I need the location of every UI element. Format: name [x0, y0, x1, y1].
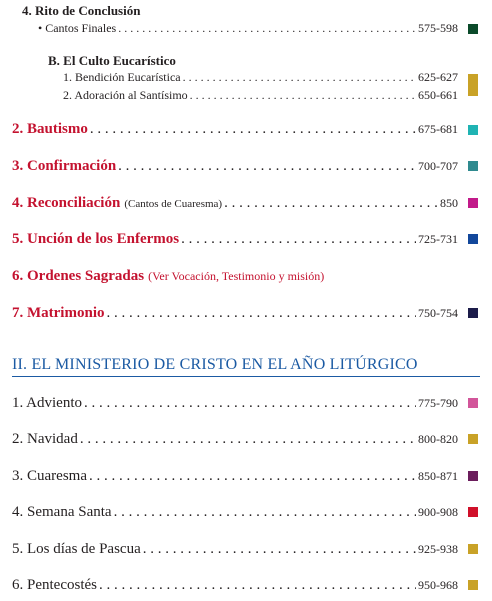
- leader-dots: [99, 577, 416, 594]
- page-range: 575-598: [418, 21, 458, 35]
- page-range: 800-820: [418, 432, 458, 446]
- color-marker: [468, 24, 478, 34]
- color-marker: [468, 74, 478, 96]
- toc-label: 1. Bendición Eucarística: [63, 70, 181, 84]
- page-range: 850-871: [418, 469, 458, 483]
- toc-row-pentecostes[interactable]: [12, 577, 458, 594]
- page-range: 850: [440, 196, 458, 210]
- leader-dots: [89, 468, 416, 485]
- leader-dots: [80, 431, 416, 448]
- color-marker: [468, 308, 478, 318]
- page-range: 700-707: [418, 159, 458, 173]
- color-marker: [468, 544, 478, 554]
- color-marker: [468, 234, 478, 244]
- toc-label: 4. Reconciliación: [12, 195, 121, 211]
- page-range: 775-790: [418, 396, 458, 410]
- color-marker: [468, 398, 478, 408]
- toc-label: 4. Semana Santa: [12, 504, 112, 520]
- leader-dots: [190, 88, 416, 103]
- toc-row-adviento[interactable]: [12, 395, 458, 412]
- toc-row-ordenes-sagradas[interactable]: [12, 268, 458, 285]
- toc-label: 2. Bautismo: [12, 121, 88, 137]
- leader-dots: [183, 70, 416, 85]
- page-range: 650-661: [418, 88, 458, 102]
- toc-row-adoracion[interactable]: [63, 88, 458, 103]
- culto-eucaristico-heading: B. El Culto Eucarístico: [48, 53, 176, 68]
- toc-label: 7. Matrimonio: [12, 305, 105, 321]
- toc-row-confirmacion[interactable]: [12, 158, 458, 175]
- toc-row-reconciliacion[interactable]: [12, 195, 458, 212]
- leader-dots: [224, 195, 438, 212]
- section-title: II. EL MINISTERIO DE CRISTO EN EL AÑO LITÚRGICO: [12, 356, 418, 373]
- section-divider: [12, 376, 480, 377]
- toc-label: 5. Los días de Pascua: [12, 541, 141, 557]
- page-range: 675-681: [418, 122, 458, 136]
- toc-row-cantos-finales[interactable]: [38, 21, 458, 36]
- toc-row-pascua[interactable]: [12, 541, 458, 558]
- leader-dots: [106, 305, 416, 322]
- color-marker: [468, 434, 478, 444]
- color-marker: [468, 161, 478, 171]
- rito-conclusion-heading: 4. Rito de Conclusión: [22, 3, 141, 18]
- toc-row-matrimonio[interactable]: [12, 305, 458, 322]
- page-range: 750-754: [418, 306, 458, 320]
- toc-label: 2. Navidad: [12, 431, 78, 447]
- toc-row-uncion[interactable]: [12, 231, 458, 248]
- toc-row-navidad[interactable]: [12, 431, 458, 448]
- page-range: 925-938: [418, 542, 458, 556]
- toc-row-bautismo[interactable]: [12, 121, 458, 138]
- page-range: 625-627: [418, 70, 458, 84]
- toc-label: 1. Adviento: [12, 395, 82, 411]
- toc-label: 3. Cuaresma: [12, 468, 87, 484]
- color-marker: [468, 198, 478, 208]
- toc-row-bendicion[interactable]: [63, 70, 458, 85]
- leader-dots: [118, 21, 416, 36]
- color-marker: [468, 471, 478, 481]
- toc-label: 3. Confirmación: [12, 158, 117, 174]
- toc-label: 5. Unción de los Enfermos: [12, 231, 180, 247]
- leader-dots: [143, 541, 416, 558]
- toc-label: 2. Adoración al Santísimo: [63, 88, 188, 102]
- toc-row-semana-santa[interactable]: [12, 504, 458, 521]
- toc-note: (Cantos de Cuaresma): [124, 198, 223, 210]
- leader-dots: [118, 158, 416, 175]
- page-range: 900-908: [418, 505, 458, 519]
- color-marker: [468, 125, 478, 135]
- page-range: 725-731: [418, 232, 458, 246]
- leader-dots: [90, 121, 416, 138]
- toc-label: 6. Pentecostés: [12, 577, 97, 593]
- page-range: 950-968: [418, 578, 458, 592]
- toc-label: • Cantos Finales: [38, 21, 117, 35]
- toc-row-cuaresma[interactable]: [12, 468, 458, 485]
- color-marker: [468, 507, 478, 517]
- leader-dots: [114, 504, 416, 521]
- leader-dots: [181, 231, 416, 248]
- leader-dots: [84, 395, 416, 412]
- color-marker: [468, 580, 478, 590]
- toc-note: (Ver Vocación, Testimonio y misión): [148, 269, 325, 283]
- toc-label: 6. Ordenes Sagradas: [12, 268, 145, 284]
